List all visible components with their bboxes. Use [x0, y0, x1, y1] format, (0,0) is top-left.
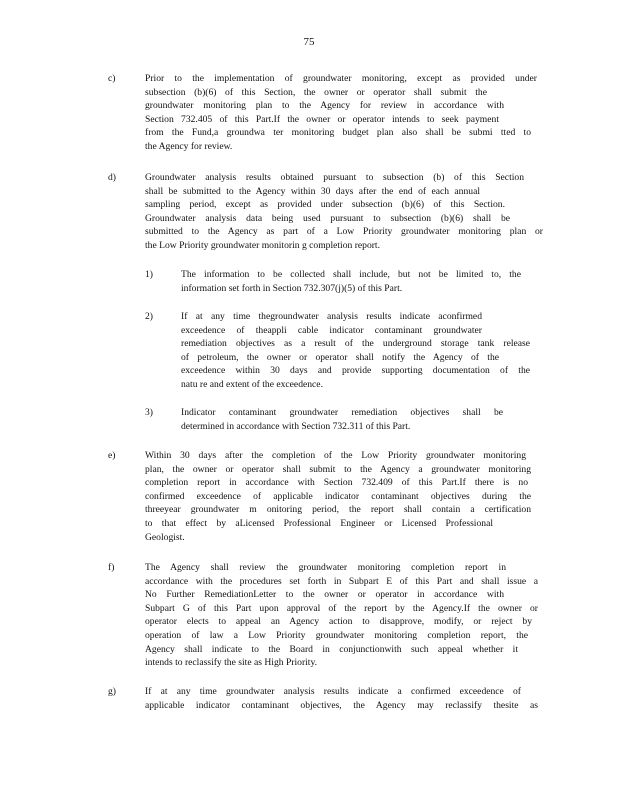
text-line: Within 30 days after the completion of the Low Priority groundwater monitoring — [145, 450, 526, 461]
paragraph-c — [145, 72, 537, 154]
text-line: exceedence within 30 days and provide supporting documentation of the — [181, 365, 530, 377]
paragraph-e — [145, 449, 531, 544]
text-line: of petroleum, the owner or operator shall notify the Agency of the — [181, 351, 499, 363]
paragraph-f — [145, 561, 538, 670]
text-line: determined in accordance with Section 732.311 of this Part. — [181, 420, 411, 432]
text-line: Agency shall indicate to the Board in conjunctionwith such appeal whether it — [145, 643, 518, 655]
subparagraph-2 — [181, 310, 530, 392]
text-line: Groundwater analysis results obtained pursuant to subsection (b) of this Section — [145, 172, 524, 183]
text-line: remediation objectives as a result of the underground storage tank release — [181, 338, 530, 350]
item-label-g: g) — [108, 686, 116, 697]
text-line: threeyear groundwater m onitoring period, the report shall contain a certification — [145, 504, 531, 516]
item-label-f: f) — [108, 562, 115, 573]
text-line: The information to be collected shall include, but not be limited to, the — [181, 269, 521, 280]
text-line: Indicator contaminant groundwater remediation objectives shall be — [181, 407, 503, 418]
text-line: If at any time thegroundwater analysis results indicate aconfirmed — [181, 311, 482, 322]
text-line: sampling period, except as provided under subsection (b)(6) of this Section. — [145, 199, 505, 211]
text-line: Subpart G of this Part upon approval of the report by the Agency.If the owner or — [145, 602, 538, 614]
subitem-label-2: 2) — [145, 311, 153, 322]
text-line: groundwater monitoring plan to the Agency for review in accordance with — [145, 100, 504, 112]
text-line: information set forth in Section 732.307(j)(5) of this Part. — [181, 282, 403, 294]
text-line: Section 732.405 of this Part.If the owner or operator intends to seek payment — [145, 113, 499, 125]
item-label-d: d) — [108, 172, 116, 183]
subitem-label-1: 1) — [145, 269, 153, 280]
text-line: No Further RemediationLetter to the owner or operator in accordance with — [145, 589, 504, 601]
text-line: Prior to the implementation of groundwater monitoring, except as provided under — [145, 73, 537, 84]
item-label-c: c) — [108, 73, 116, 84]
text-line: confirmed exceedence of applicable indicator contaminant objectives during the — [145, 490, 531, 502]
subitem-label-3: 3) — [145, 407, 153, 418]
paragraph-g — [145, 685, 538, 712]
text-line: exceedence of theappli cable indicator contaminant groundwater — [181, 324, 482, 336]
item-label-e: e) — [108, 450, 116, 461]
text-line: to that effect by aLicensed Professional Engineer or Licensed Professional — [145, 517, 493, 529]
text-line: applicable indicator contaminant objectives, the Agency may reclassify thesite as — [145, 699, 538, 711]
text-line: Groundwater analysis data being used pursuant to subsection (b)(6) shall be — [145, 212, 510, 224]
text-line: the Agency for review. — [145, 140, 233, 152]
text-line: natu re and extent of the exceedence. — [181, 378, 323, 390]
text-line: completion report in accordance with Section 732.409 of this Part.If there is no — [145, 477, 528, 489]
text-line: from the Fund,a groundwa ter monitoring budget plan also shall be submi tted to — [145, 127, 531, 139]
text-line: accordance with the procedures set forth in Subpart E of this Part and shall issue a — [145, 575, 538, 587]
text-line: The Agency shall review the groundwater monitoring completion report in — [145, 562, 506, 573]
text-line: If at any time groundwater analysis results indicate a confirmed exceedence of — [145, 686, 521, 697]
text-line: operation of law a Low Priority groundwater monitoring completion report, the — [145, 629, 528, 641]
text-line: intends to reclassify the site as High Priority. — [145, 657, 318, 669]
text-line: Geologist. — [145, 531, 185, 543]
subparagraph-3 — [181, 406, 503, 433]
page-number: 75 — [303, 36, 315, 48]
paragraph-d — [145, 171, 543, 253]
subparagraph-1 — [181, 268, 521, 295]
text-line: subsection (b)(6) of this Section, the owner or operator shall submit the — [145, 86, 487, 98]
text-line: the Low Priority groundwater monitorin g completion report. — [145, 239, 381, 251]
text-line: submitted to the Agency as part of a Low Priority groundwater monitoring plan or — [145, 226, 543, 238]
text-line: operator elects to appeal an Agency action to disapprove, modify, or reject by — [145, 616, 532, 628]
text-line: plan, the owner or operator shall submit to the Agency a groundwater monitoring — [145, 463, 531, 475]
text-line: shall be submitted to the Agency within 30 days after the end of each annual — [145, 185, 480, 197]
